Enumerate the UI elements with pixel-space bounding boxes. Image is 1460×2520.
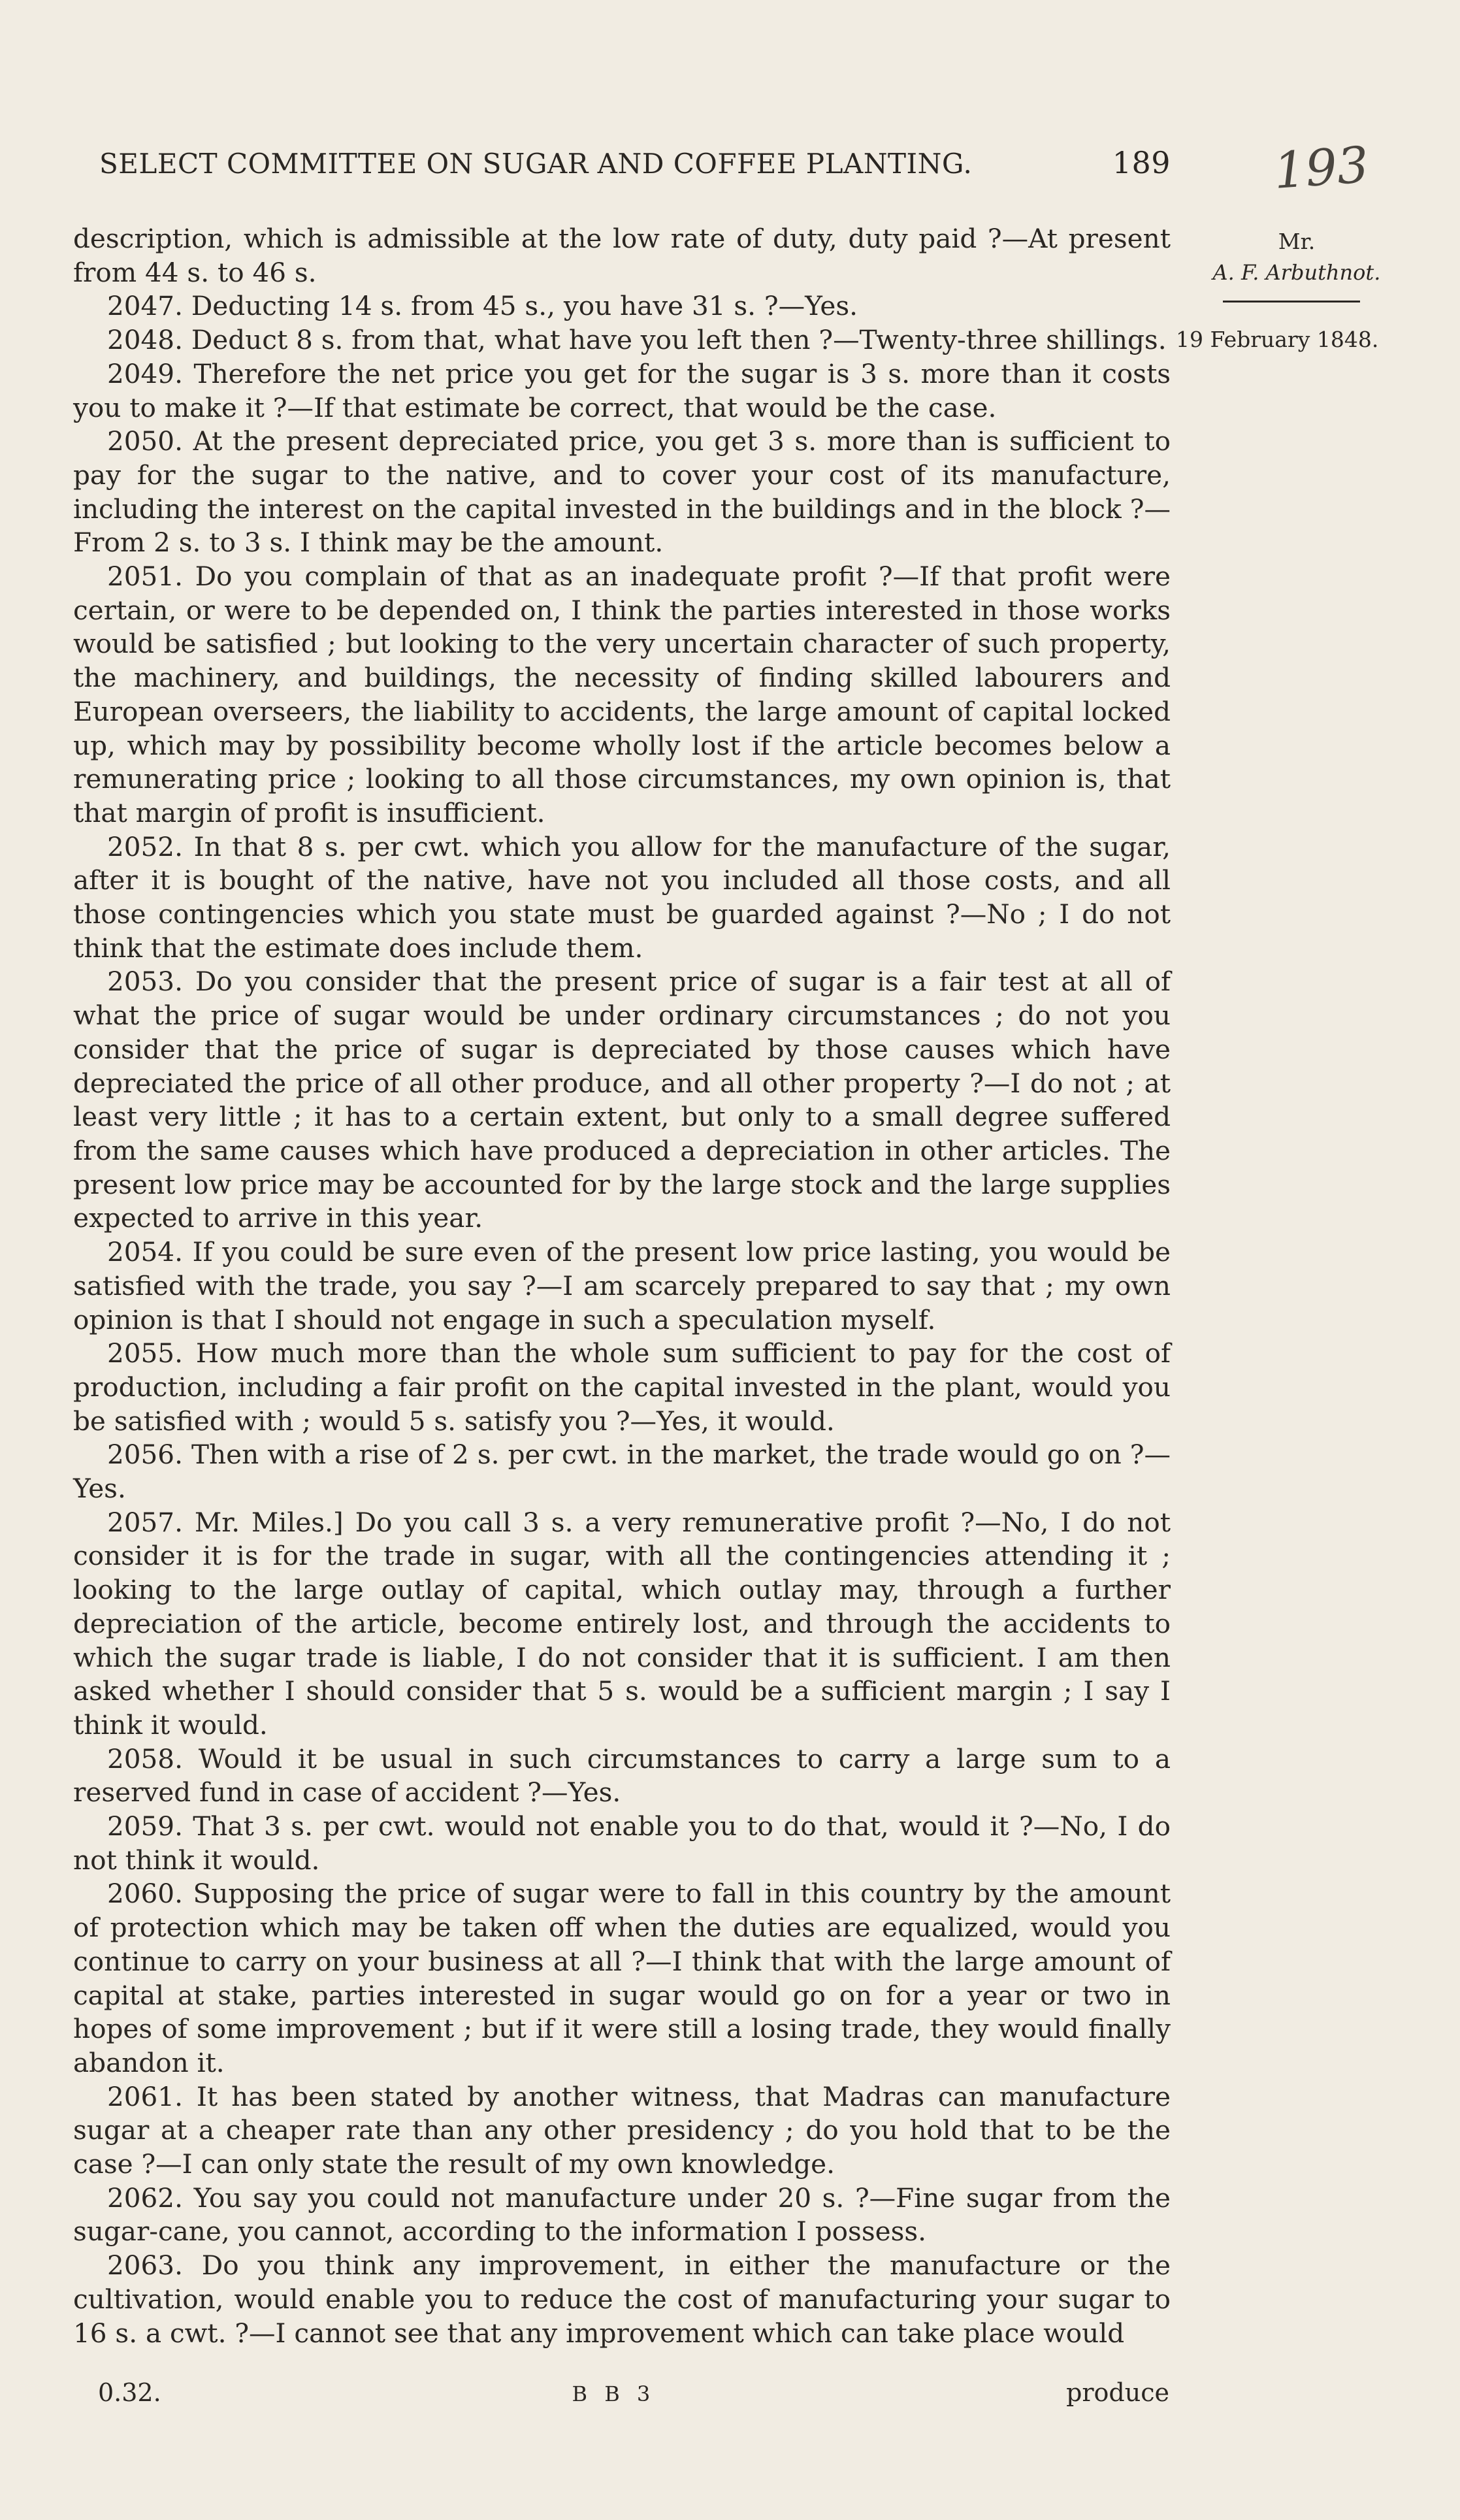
- handwritten-folio-number: 193: [1272, 135, 1371, 200]
- paragraph: 2050. At the present depreciated price, you get 3 s. more than is sufficient to pay for the sugar to the native, and to cover your cost of its manufacture, including the interest on the capital invested in the buildings and in the block ?—From 2 s. to 3 s. I think may be the amount.: [73, 425, 1171, 559]
- page-title: SELECT COMMITTEE ON SUGAR AND COFFEE PLANTING.: [99, 148, 973, 180]
- page-footer: [98, 2378, 1169, 2407]
- paper-number: 0.32.: [98, 2378, 161, 2407]
- printer-signature: B B 3: [572, 2381, 656, 2406]
- witness-name: A. F. Arbuthnot.: [1212, 260, 1381, 285]
- paragraph: 2054. If you could be sure even of the present low price lasting, you would be satisfied with the trade, you say ?—I am scarcely prepared to say that ; my own opinion is that I should not engage in such a speculation myself.: [73, 1236, 1171, 1335]
- catchword: produce: [1066, 2378, 1169, 2407]
- paragraph: 2058. Would it be usual in such circumstances to carry a large sum to a reserved fund in case of accident ?—Yes.: [73, 1743, 1171, 1808]
- paragraph: 2048. Deduct 8 s. from that, what have you left then ?—Twenty-three shillings.: [107, 324, 1167, 356]
- paragraph: 2062. You say you could not manufacture under 20 s. ?—Fine sugar from the sugar-cane, you cannot, according to the information I possess.: [73, 2182, 1171, 2248]
- paragraph: 2052. In that 8 s. per cwt. which you allow for the manufacture of the sugar, after it is bought of the native, have not you included all those costs, and all those contingencies which you state must be guarded against ?—No ; I do not think that the estimate does include them.: [73, 830, 1171, 964]
- paragraph: 2061. It has been stated by another witness, that Madras can manufacture sugar at a cheaper rate than any other presidency ; do you hold that to be the case ?—I can only state the result of my own knowledge.: [73, 2080, 1171, 2180]
- witness-title: Mr.: [1278, 229, 1316, 254]
- testimony-date: 19 February 1848.: [1176, 327, 1379, 352]
- margin-rule: [1223, 301, 1360, 303]
- paragraph: 2055. How much more than the whole sum sufficient to pay for the cost of production, including a fair profit on the capital invested in the plant, would you be satisfied with ; would 5 s. satisfy you ?—Yes, it would.: [73, 1337, 1171, 1437]
- testimony-body: [73, 222, 1171, 2350]
- paragraph: 2059. That 3 s. per cwt. would not enable you to do that, would it ?—No, I do not think it would.: [73, 1810, 1171, 1876]
- paragraph: 2060. Supposing the price of sugar were to fall in this country by the amount of protection which may be taken off when the duties are equalized, would you continue to carry on your business at all ?—I think that with the large amount of capital at stake, parties interested in sugar would go on for a year or two in hopes of some improvement ; but if it were still a losing trade, they would finally abandon it.: [73, 1878, 1171, 2078]
- paragraph: 2057. Mr. Miles.] Do you call 3 s. a very remunerative profit ?—No, I do not consider it is for the trade in sugar, with all the contingencies attending it ; looking to the large outlay of capital, which outlay may, through a further depreciation of the article, become entirely lost, and through the accidents to which the sugar trade is liable, I do not consider that it is sufficient. I am then asked whether I should consider that 5 s. would be a sufficient margin ; I say I think it would.: [73, 1506, 1171, 1741]
- paragraph: 2051. Do you complain of that as an inadequate profit ?—If that profit were certain, or were to be depended on, I think the parties interested in those works would be satisfied ; but looking to the very uncertain character of such property, the machinery, and buildings, the necessity of finding skilled labourers and European overseers, the liability to accidents, the large amount of capital locked up, which may by possibility become wholly lost if the article becomes below a remunerating price ; looking to all those circumstances, my own opinion is, that that margin of profit is insufficient.: [73, 561, 1171, 828]
- paragraph: description, which is admissible at the low rate of duty, duty paid ?—At present from 44 s. to 46 s.: [73, 223, 1171, 288]
- page-number: 189: [1112, 145, 1171, 180]
- paragraph: 2063. Do you think any improvement, in either the manufacture or the cultivation, would enable you to reduce the cost of manufacturing your sugar to 16 s. a cwt. ?—I cannot see that any improvement which can take place would: [73, 2250, 1171, 2349]
- paragraph: 2056. Then with a rise of 2 s. per cwt. in the market, the trade would go on ?—Yes.: [73, 1439, 1171, 1505]
- paragraph: 2053. Do you consider that the present price of sugar is a fair test at all of what the price of sugar would be under ordinary circumstances ; do not you consider that the price of sugar is depreciated by those causes which have depreciated the price of all other produce, and all other property ?—I do not ; at least very little ; it has to a certain extent, but only to a small degree suffered from the same causes which have produced a depreciation in other articles. The present low price may be accounted for by the large stock and the large supplies expected to arrive in this year.: [73, 966, 1171, 1234]
- paragraph: 2049. Therefore the net price you get for the sugar is 3 s. more than it costs you to make it ?—If that estimate be correct, that would be the case.: [73, 357, 1171, 423]
- paragraph: 2047. Deducting 14 s. from 45 s., you have 31 s. ?—Yes.: [107, 290, 858, 322]
- running-head: [99, 145, 1171, 180]
